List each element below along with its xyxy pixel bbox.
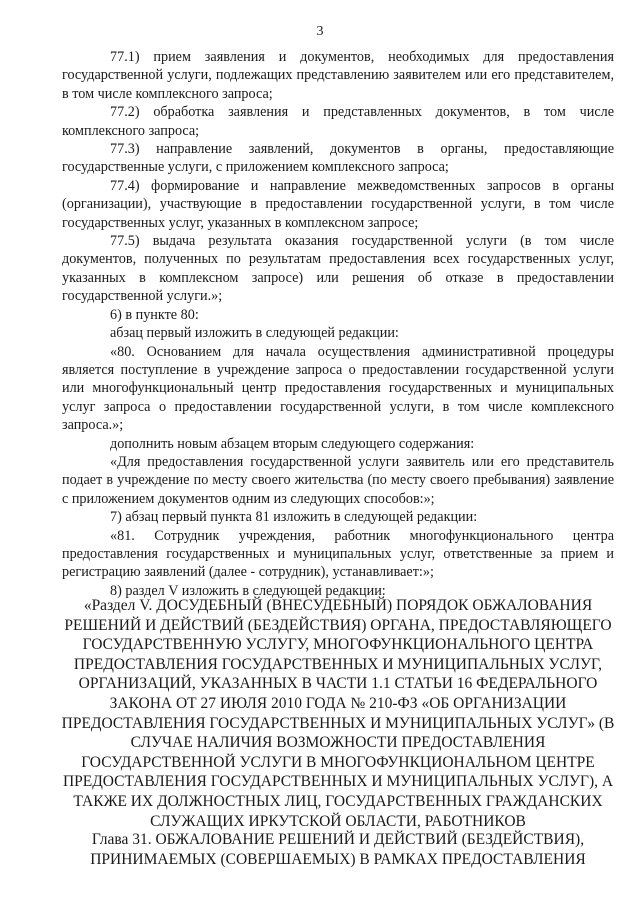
document-body <box>62 48 614 600</box>
paragraph-81: «81. Сотрудник учреждения, работник многофункционального центра предоставления государственных и муниципальных услуг, ответственные за прием и регистрацию заявлений (далее - сотрудник), устанавливает:»; <box>62 527 614 581</box>
paragraph-first-abzac: абзац первый изложить в следующей редакции: <box>110 325 399 342</box>
chapter-31-title: Глава 31. ОБЖАЛОВАНИЕ РЕШЕНИЙ И ДЕЙСТВИЙ (БЕЗДЕЙСТВИЯ), ПРИНИМАЕМЫХ (СОВЕРШАЕМЫХ) В РАМКАХ ПРЕДОСТАВЛЕНИЯ <box>90 831 586 868</box>
page-number: 3 <box>316 24 324 39</box>
paragraph-77-2: 77.2) обработка заявления и представленных документов, в том числе комплексного запроса; <box>62 104 614 139</box>
paragraph-item-6: 6) в пункте 80: <box>110 306 199 323</box>
paragraph-77-4: 77.4) формирование и направление межведомственных запросов в органы (организации), участвующие в предоставлении государственной услуги, в том числе государственных услуг, указанных в комплексном запросе; <box>62 177 614 231</box>
paragraph-item-8: 8) раздел V изложить в следующей редакции: <box>110 582 386 599</box>
paragraph-for-service: «Для предоставления государственной услуги заявитель или его представитель подает в учреждение по месту своего жительства (по месту своего пребывания) заявление с приложением документов одним из следующих способов:»; <box>62 453 614 507</box>
paragraph-77-3: 77.3) направление заявлений, документов в органы, предоставляющие государственные услуги, с приложением комплексного запроса; <box>62 141 614 176</box>
paragraph-77-5: 77.5) выдача результата оказания государственной услуги (в том числе документов, полученных по результатам предоставления всех государственных услуг, указанных в комплексном запросе) или решения об отказе в предоставлении государственной услуги.»; <box>62 233 614 305</box>
paragraph-item-7: 7) абзац первый пункта 81 изложить в следующей редакции: <box>110 509 478 526</box>
paragraph-add-second-abzac: дополнить новым абзацем вторым следующего содержания: <box>110 435 475 452</box>
section-v-title: «Раздел V. ДОСУДЕБНЫЙ (ВНЕСУДЕБНЫЙ) ПОРЯДОК ОБЖАЛОВАНИЯ РЕШЕНИЙ И ДЕЙСТВИЙ (БЕЗДЕЙСТВИЯ) ОРГАНА, ПРЕДОСТАВЛЯЮЩЕГО ГОСУДАРСТВЕННУЮ УСЛУГУ, МНОГОФУНКЦИОНАЛЬНОГО ЦЕНТРА ПРЕДОСТАВЛЕНИЯ ГОСУДАРСТВЕННЫХ И МУНИЦИПАЛЬНЫХ УСЛУГ, ОРГАНИЗАЦИЙ, УКАЗАННЫХ В ЧАСТИ 1.1 СТАТЬИ 16 ФЕДЕРАЛЬНОГО ЗАКОНА ОТ 27 ИЮЛЯ 2010 ГОДА № 210-ФЗ «ОБ ОРГАНИЗАЦИИ ПРЕДОСТАВЛЕНИЯ ГОСУДАРСТВЕННЫХ И МУНИЦИПАЛЬНЫХ УСЛУГ» (В СЛУЧАЕ НАЛИЧИЯ ВОЗМОЖНОСТИ ПРЕДОСТАВЛЕНИЯ ГОСУДАРСТВЕННОЙ УСЛУГИ В МНОГОФУНКЦИОНАЛЬНОМ ЦЕНТРЕ ПРЕДОСТАВЛЕНИЯ ГОСУДАРСТВЕННЫХ И МУНИЦИПАЛЬНЫХ УСЛУГ), А ТАКЖЕ ИХ ДОЛЖНОСТНЫХ ЛИЦ, ГОСУДАРСТВЕННЫХ ГРАЖДАНСКИХ СЛУЖАЩИХ ИРКУТСКОЙ ОБЛАСТИ, РАБОТНИКОВ <box>61 597 615 830</box>
paragraph-80: «80. Основанием для начала осуществления административной процедуры является поступление в учреждение запроса о предоставлении государственной услуги или многофункциональный центр предоставления государственных и муниципальных услуг запроса о предоставлении государственной услуги, в том числе комплексного запроса.»; <box>62 343 614 434</box>
paragraph-77-1: 77.1) прием заявления и документов, необходимых для предоставления государственной услуги, подлежащих представлению заявителем или его представителем, в том числе комплексного запроса; <box>62 49 614 102</box>
